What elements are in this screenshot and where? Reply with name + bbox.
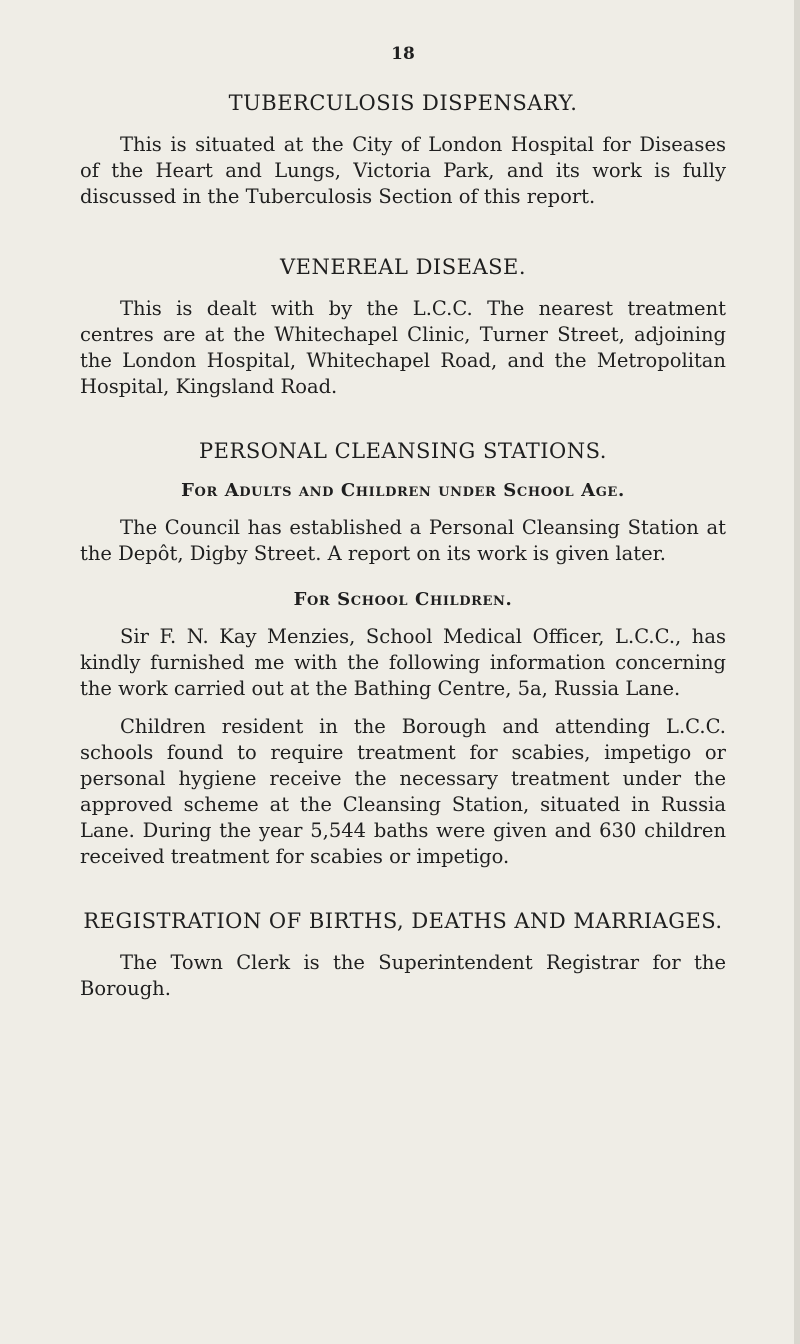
section-personal-cleansing-stations bbox=[80, 436, 726, 870]
paragraph: This is dealt with by the L.C.C. The nearest treatment centres are at the Whitechapel Clinic, Turner Street, adjoining the London Hospital, Whitechapel Road, and the Metropolitan Hospital, Kingsland Road. bbox=[80, 297, 726, 398]
section-venereal-disease bbox=[80, 252, 726, 400]
subsection-adults-children bbox=[80, 480, 726, 567]
subsection-heading: For Adults and Children under School Age. bbox=[181, 480, 625, 501]
section-tuberculosis-dispensary bbox=[80, 88, 726, 210]
page-edge-shadow bbox=[794, 0, 800, 1344]
paragraph: This is situated at the City of London Hospital for Diseases of the Heart and Lungs, Victoria Park, and its work is fully discussed in the Tuberculosis Section of this report. bbox=[80, 133, 726, 208]
page-number: 18 bbox=[391, 44, 415, 64]
paragraph: The Town Clerk is the Superintendent Registrar for the Borough. bbox=[80, 951, 726, 1000]
document-page bbox=[80, 44, 726, 1002]
subsection-school-children bbox=[80, 589, 726, 870]
paragraph: Sir F. N. Kay Menzies, School Medical Officer, L.C.C., has kindly furnished me with the following information concerning the work carried out at the Bathing Centre, 5a, Russia Lane. bbox=[80, 625, 726, 700]
section-registration bbox=[80, 906, 726, 1002]
paragraph: Children resident in the Borough and attending L.C.C. schools found to require treatment for scabies, impetigo or personal hygiene receive the necessary treatment under the approved scheme at the Cleansing Station, situated in Russia Lane. During the year 5,544 baths were given and 630 children received treatment for scabies or impetigo. bbox=[80, 715, 726, 868]
section-heading: PERSONAL CLEANSING STATIONS. bbox=[199, 439, 607, 463]
subsection-heading: For School Children. bbox=[293, 589, 513, 610]
paragraph: The Council has established a Personal Cleansing Station at the Depôt, Digby Street. A report on its work is given later. bbox=[80, 516, 726, 565]
section-heading: REGISTRATION OF BIRTHS, DEATHS AND MARRIAGES. bbox=[83, 909, 723, 933]
section-heading: TUBERCULOSIS DISPENSARY. bbox=[228, 91, 578, 115]
section-heading: VENEREAL DISEASE. bbox=[279, 255, 527, 279]
